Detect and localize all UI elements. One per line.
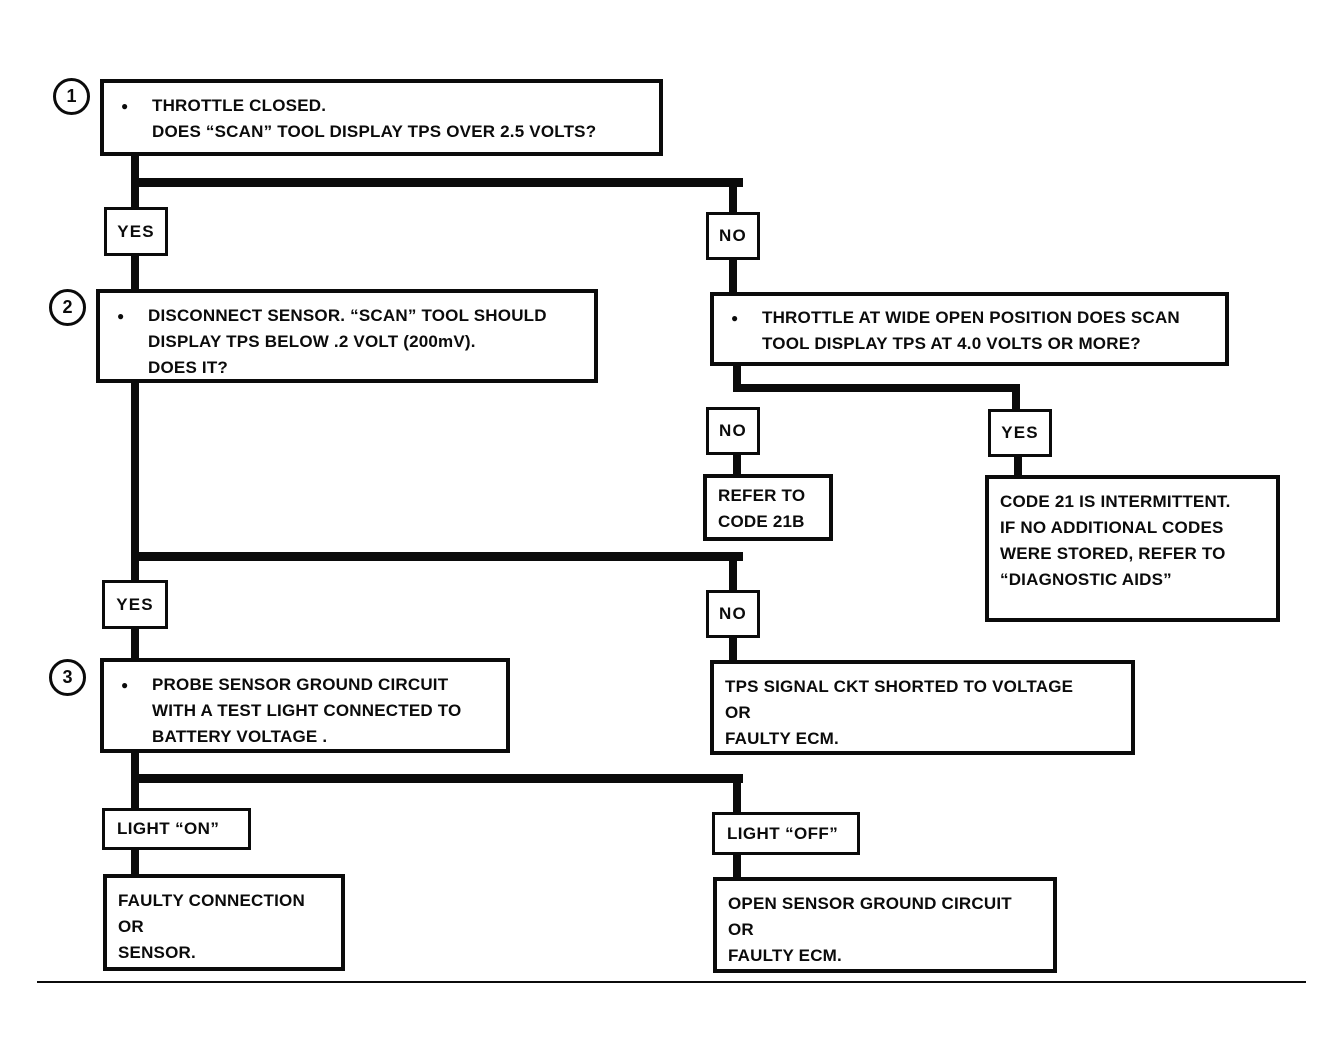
node-wide-open-line1: THROTTLE AT WIDE OPEN POSITION DOES SCAN xyxy=(762,308,1180,327)
node-code21-intermittent xyxy=(985,475,1280,622)
connector-branch3-no-down xyxy=(729,558,737,592)
connector-yes2-down xyxy=(1014,455,1022,477)
bullet-icon: ● xyxy=(731,311,739,325)
node-faulty-connection-line3: SENSOR. xyxy=(118,943,196,962)
branch1-yes-label: YES xyxy=(104,207,168,256)
connector-branch2-yes-down xyxy=(1012,388,1020,410)
connector-no1-down xyxy=(729,258,737,295)
connector-yes3-down xyxy=(131,627,139,660)
node-step3-line1: PROBE SENSOR GROUND CIRCUIT xyxy=(152,675,449,694)
connector-no3-down xyxy=(729,636,737,662)
node-tps-shorted-line2: OR xyxy=(725,703,751,722)
branch3-no-label: NO xyxy=(706,590,760,638)
node-code21-line1: CODE 21 IS INTERMITTENT. xyxy=(1000,492,1231,511)
bottom-rule xyxy=(37,981,1306,983)
bullet-icon: ● xyxy=(121,99,129,113)
node-step2-line2: DISPLAY TPS BELOW .2 VOLT (200mV). xyxy=(148,332,476,351)
node-wide-open-text xyxy=(762,305,1180,357)
connector-no2-down xyxy=(733,453,741,476)
node-open-sensor-ground xyxy=(713,877,1057,973)
node-refer-code-21b-line2: CODE 21B xyxy=(718,512,805,531)
node-open-sensor-ground-line3: FAULTY ECM. xyxy=(728,946,842,965)
step-marker-3-number: 3 xyxy=(62,667,73,687)
node-code21-line4: “DIAGNOSTIC AIDS” xyxy=(1000,570,1172,589)
connector-lightoff-down xyxy=(733,853,741,879)
node-step2-line1: DISCONNECT SENSOR. “SCAN” TOOL SHOULD xyxy=(148,306,547,325)
bullet-icon: ● xyxy=(121,678,129,692)
connector-branch1-no-down xyxy=(729,182,737,214)
connector-branch3-horizontal xyxy=(131,552,743,561)
node-step3-line3: BATTERY VOLTAGE . xyxy=(152,727,328,746)
node-faulty-connection-line1: FAULTY CONNECTION xyxy=(118,891,305,910)
node-wide-open-line2: TOOL DISPLAY TPS AT 4.0 VOLTS OR MORE? xyxy=(762,334,1141,353)
branch1-no-label: NO xyxy=(706,212,760,260)
step-marker-3 xyxy=(49,659,86,696)
step-marker-1 xyxy=(53,78,90,115)
connector-branch1-horizontal xyxy=(131,178,743,187)
node-refer-code-21b xyxy=(703,474,833,541)
node-code21-line3: WERE STORED, REFER TO xyxy=(1000,544,1226,563)
connector-yes1-down xyxy=(131,254,139,291)
branch2-no-label: NO xyxy=(706,407,760,455)
node-step1-question xyxy=(100,79,663,156)
node-tps-shorted xyxy=(710,660,1135,755)
node-wide-open-question xyxy=(710,292,1229,366)
branch4-light-on-label: LIGHT “ON” xyxy=(102,808,251,850)
node-step2-line3: DOES IT? xyxy=(148,358,228,377)
node-tps-shorted-line3: FAULTY ECM. xyxy=(725,729,839,748)
step-marker-2 xyxy=(49,289,86,326)
node-code21-line2: IF NO ADDITIONAL CODES xyxy=(1000,518,1224,537)
node-step3-action xyxy=(100,658,510,753)
node-faulty-connection-line2: OR xyxy=(118,917,144,936)
node-step2-question xyxy=(96,289,598,383)
node-step2-text xyxy=(148,303,547,381)
branch4-light-off-label: LIGHT “OFF” xyxy=(712,812,860,855)
branch2-yes-label: YES xyxy=(988,409,1052,457)
step-marker-1-number: 1 xyxy=(66,86,77,106)
bullet-icon: ● xyxy=(117,309,125,323)
connector-lighton-down xyxy=(131,848,139,876)
step-marker-2-number: 2 xyxy=(62,297,73,317)
node-open-sensor-ground-line2: OR xyxy=(728,920,754,939)
node-faulty-connection xyxy=(103,874,345,971)
branch3-yes-label: YES xyxy=(102,580,168,629)
connector-branch4-horizontal xyxy=(131,774,743,783)
node-tps-shorted-line1: TPS SIGNAL CKT SHORTED TO VOLTAGE xyxy=(725,677,1074,696)
connector-lightoff-top xyxy=(733,779,741,814)
node-step3-line2: WITH A TEST LIGHT CONNECTED TO xyxy=(152,701,462,720)
node-refer-code-21b-line1: REFER TO xyxy=(718,486,806,505)
node-step1-text xyxy=(152,93,596,145)
node-open-sensor-ground-line1: OPEN SENSOR GROUND CIRCUIT xyxy=(728,894,1012,913)
node-step3-text xyxy=(152,672,461,750)
node-step1-line2: DOES “SCAN” TOOL DISPLAY TPS OVER 2.5 VOLTS? xyxy=(152,122,597,141)
connector-branch2-horizontal xyxy=(733,384,1020,392)
node-step1-line1: THROTTLE CLOSED. xyxy=(152,96,327,115)
